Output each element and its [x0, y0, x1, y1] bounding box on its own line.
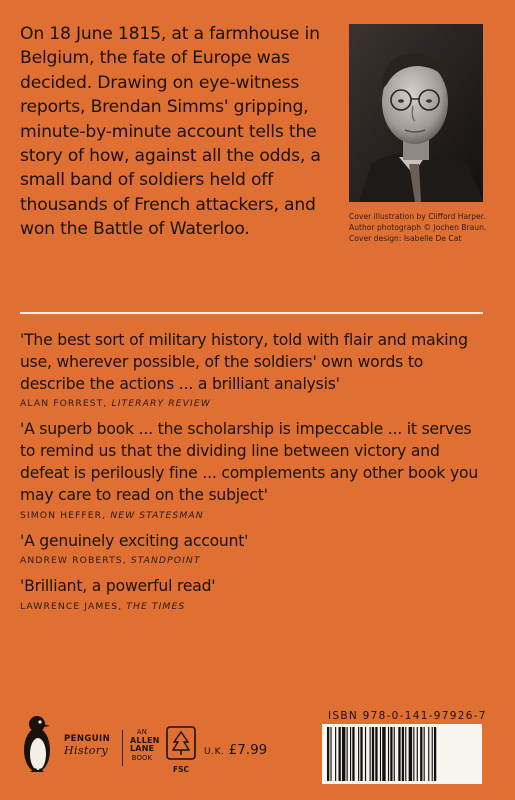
review-item — [20, 419, 490, 520]
barcode-bar — [375, 727, 377, 781]
barcode-bar — [327, 727, 329, 781]
author-photograph — [349, 24, 483, 202]
allen-lane-book: BOOK — [131, 753, 153, 762]
barcode-bar — [352, 727, 354, 781]
review-author: LAWRENCE JAMES, — [20, 601, 123, 613]
publisher-footer — [20, 712, 490, 792]
barcode-bar — [382, 727, 385, 781]
barcode-bar — [398, 727, 400, 781]
barcode-bar — [413, 727, 414, 781]
review-attribution — [20, 398, 490, 409]
barcode-bar — [365, 727, 366, 781]
price — [204, 742, 267, 758]
fsc-tree-icon — [166, 726, 196, 760]
barcode-bar — [342, 727, 345, 781]
review-quote: 'The best sort of military history, told with flair and making use, wherever possible, of the soldiers' own words to describe the actions ... a brilliant analysis' — [20, 331, 468, 393]
footer-separator — [122, 730, 123, 766]
price-region: U.K. — [204, 747, 225, 757]
review-item — [20, 531, 490, 567]
barcode-bar — [420, 727, 422, 781]
cover-credits: Cover illustration by Clifford Harper. Author photograph © Jochen Braun. Cover design: Isabelle De Cat — [349, 212, 487, 243]
barcode — [322, 724, 482, 784]
review-publication: STANDPOINT — [130, 555, 201, 567]
review-publication: THE TIMES — [126, 601, 186, 613]
barcode-bar — [424, 727, 425, 781]
barcode-bar — [360, 727, 362, 781]
barcode-bar — [405, 727, 406, 781]
barcode-bar — [432, 727, 433, 781]
review-attribution — [20, 555, 490, 566]
barcode-bar — [358, 727, 359, 781]
barcode-bar — [330, 727, 331, 781]
allen-lane-an: AN — [136, 728, 148, 736]
review-item — [20, 576, 490, 612]
barcode-bar — [370, 727, 371, 781]
barcode-bar — [347, 727, 348, 781]
allen-lane-logo — [130, 728, 160, 762]
review-author: ALAN FORREST, — [20, 398, 108, 410]
review-item — [20, 330, 490, 409]
review-publication: NEW STATESMAN — [110, 509, 204, 521]
review-publication: LITERARY REVIEW — [111, 398, 211, 410]
barcode-bar — [390, 727, 392, 781]
barcode-bar — [394, 727, 395, 781]
barcode-bar — [434, 727, 436, 781]
isbn-number: ISBN 978-0-141-97926-7 — [328, 710, 487, 722]
barcode-bar — [339, 727, 341, 781]
barcode-bar — [409, 727, 412, 781]
review-quote: 'A genuinely exciting account' — [20, 531, 249, 550]
barcode-bars-icon — [325, 727, 479, 781]
review-author: SIMON HEFFER, — [20, 509, 107, 521]
barcode-bar — [380, 727, 381, 781]
review-attribution — [20, 510, 490, 521]
review-author: ANDREW ROBERTS, — [20, 555, 127, 567]
author-portrait-image — [349, 24, 483, 202]
barcode-bar — [428, 727, 429, 781]
barcode-bar — [402, 727, 404, 781]
review-quote: 'A superb book ... the scholarship is impeccable ... it serves to remind us that the dividing line between victory and defeat is perilously fine ... complements any other book you may care to read on the subject' — [20, 420, 479, 504]
barcode-bar — [372, 727, 374, 781]
back-cover-blurb: On 18 June 1815, at a farmhouse in Belgium, the fate of Europe was decided. Drawing on eye-witness reports, Brendan Simms' gripping, minute-by-minute account tells the story of how, against all the odds, a small band of soldiers held off thousands of French attackers, and won the Battle of Waterloo. — [20, 24, 321, 240]
barcode-bar — [388, 727, 389, 781]
allen-lane-allen: ALLEN — [130, 735, 160, 745]
review-attribution — [20, 601, 490, 612]
penguin-logo-icon — [20, 712, 54, 776]
barcode-bar — [417, 727, 418, 781]
barcode-bar — [350, 727, 351, 781]
isbn-barcode-block — [322, 710, 490, 790]
barcode-bar — [335, 727, 336, 781]
divider-line — [20, 312, 483, 314]
review-quote: 'Brilliant, a powerful read' — [20, 577, 216, 596]
allen-lane-lane: LANE — [130, 744, 155, 753]
price-amount: £7.99 — [228, 742, 268, 758]
fsc-label: FSC — [172, 765, 190, 774]
imprint-penguin: PENGUIN — [64, 734, 111, 744]
imprint-name — [64, 734, 110, 756]
review-quotes — [20, 330, 490, 622]
fsc-logo — [166, 726, 196, 772]
imprint-series: History — [64, 744, 109, 757]
